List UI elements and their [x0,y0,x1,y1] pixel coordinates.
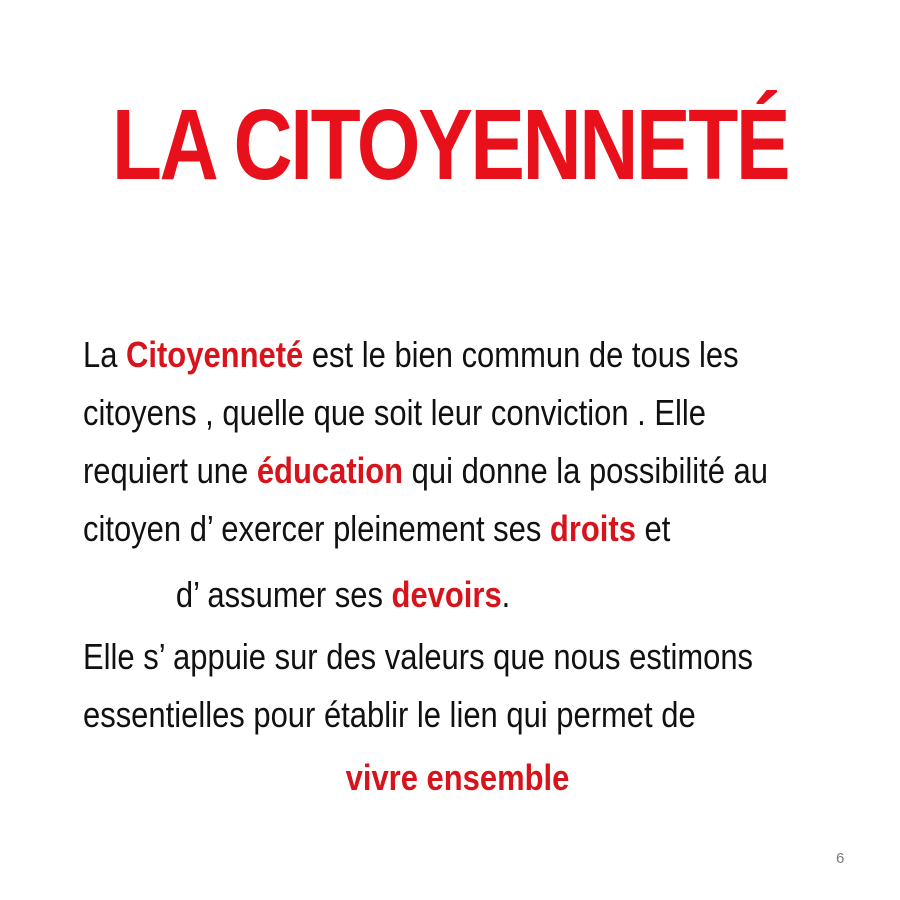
body-line-7: essentielles pour établir le lien qui permet de [83,694,696,735]
keyword-citoyennete: Citoyenneté [126,334,304,375]
text-run: et [635,508,671,549]
text-run: La [83,334,127,375]
body-line-2: citoyens , quelle que soit leur conviction . Elle [83,392,706,433]
text-run: d’ assumer ses [175,574,392,615]
body-line-5 [83,566,719,624]
slide-title: LA CITOYENNETÉ [111,89,789,201]
keyword-droits: droits [549,508,636,549]
closing-phrase: vivre ensemble [345,757,570,798]
text-run: requiert une [83,450,257,491]
body-line-3 [83,442,768,500]
keyword-education: éducation [256,450,404,491]
body-line-1 [83,326,739,384]
slide-body [83,326,768,744]
text-run: citoyen d’ exercer pleinement ses [83,508,550,549]
text-run: est le bien commun de tous les [303,334,739,375]
page-number: 6 [836,850,845,867]
text-run: qui donne la possibilité au [403,450,768,491]
body-line-4 [83,500,719,558]
body-line-6: Elle s’ appuie sur des valeurs que nous estimons [83,636,754,677]
text-run: . [501,574,511,615]
keyword-devoirs: devoirs [391,574,502,615]
